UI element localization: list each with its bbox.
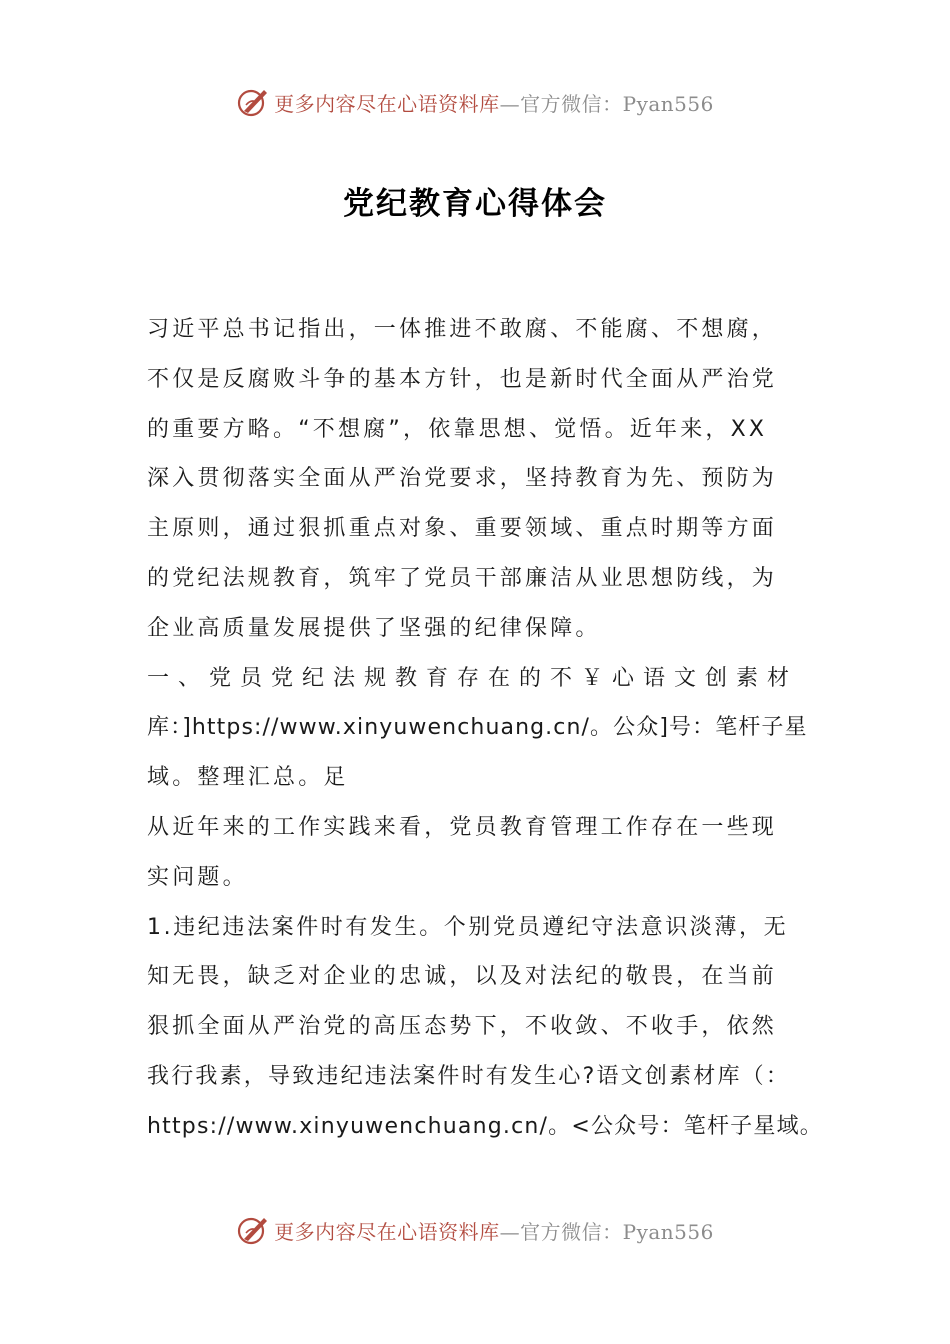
document-body	[147, 305, 823, 1152]
footer-banner	[0, 1210, 950, 1250]
body-line: 的党纪法规教育，筑牢了党员干部廉洁从业思想防线，为	[147, 565, 778, 591]
body-line: 从近年来的工作实践来看，党员教育管理工作存在一些现	[147, 814, 778, 840]
footer-banner-main: 更多内容尽在心语资料库	[274, 1219, 500, 1244]
section-heading-line: 一、党员党纪法规教育存在的不￥心语文创素材	[147, 665, 799, 691]
body-line: 习近平总书记指出，一体推进不敢腐、不能腐、不想腐，	[147, 317, 778, 342]
header-banner-text	[274, 88, 714, 117]
body-line: 1.违纪违法案件时有发生。个别党员遵纪守法意识淡薄，无	[147, 914, 789, 940]
body-line: 企业高质量发展提供了坚强的纪律保障。	[147, 615, 601, 641]
body-line: 我行我素，导致违纪违法案件时有发生心?语文创素材库（：	[147, 1063, 791, 1089]
body-line: 知无畏，缺乏对企业的忠诚，以及对法纪的敬畏，在当前	[147, 964, 778, 990]
body-line: 实问题。	[147, 864, 248, 890]
quill-pen-icon	[236, 1213, 270, 1247]
header-banner-secondary: —官方微信：Pyan556	[499, 91, 714, 116]
body-line: 主原则，通过狠抓重点对象、重要领域、重点时期等方面	[147, 516, 778, 542]
body-line: 库：]https://www.xinyuwenchuang.cn/。公众]号：笔杆子星	[147, 715, 808, 741]
footer-banner-secondary: —官方微信：Pyan556	[499, 1219, 714, 1244]
body-line: https://www.xinyuwenchuang.cn/。<公众号：笔杆子星域。	[147, 1113, 823, 1139]
body-line: 狠抓全面从严治党的高压态势下，不收敛、不收手，依然	[147, 1014, 778, 1040]
header-banner	[0, 82, 950, 122]
body-line: 域。整理汇总。足	[147, 765, 349, 791]
body-line: 不仅是反腐败斗争的基本方针，也是新时代全面从严治党	[147, 366, 778, 392]
footer-banner-text	[274, 1216, 714, 1245]
body-line: 深入贯彻落实全面从严治党要求，坚持教育为先、预防为	[147, 466, 778, 492]
body-line: 的重要方略。“不想腐”，依靠思想、觉悟。近年来，XX	[147, 416, 768, 442]
header-banner-main: 更多内容尽在心语资料库	[274, 91, 500, 116]
quill-pen-icon	[236, 85, 270, 119]
document-title: 党纪教育心得体会	[343, 186, 607, 222]
